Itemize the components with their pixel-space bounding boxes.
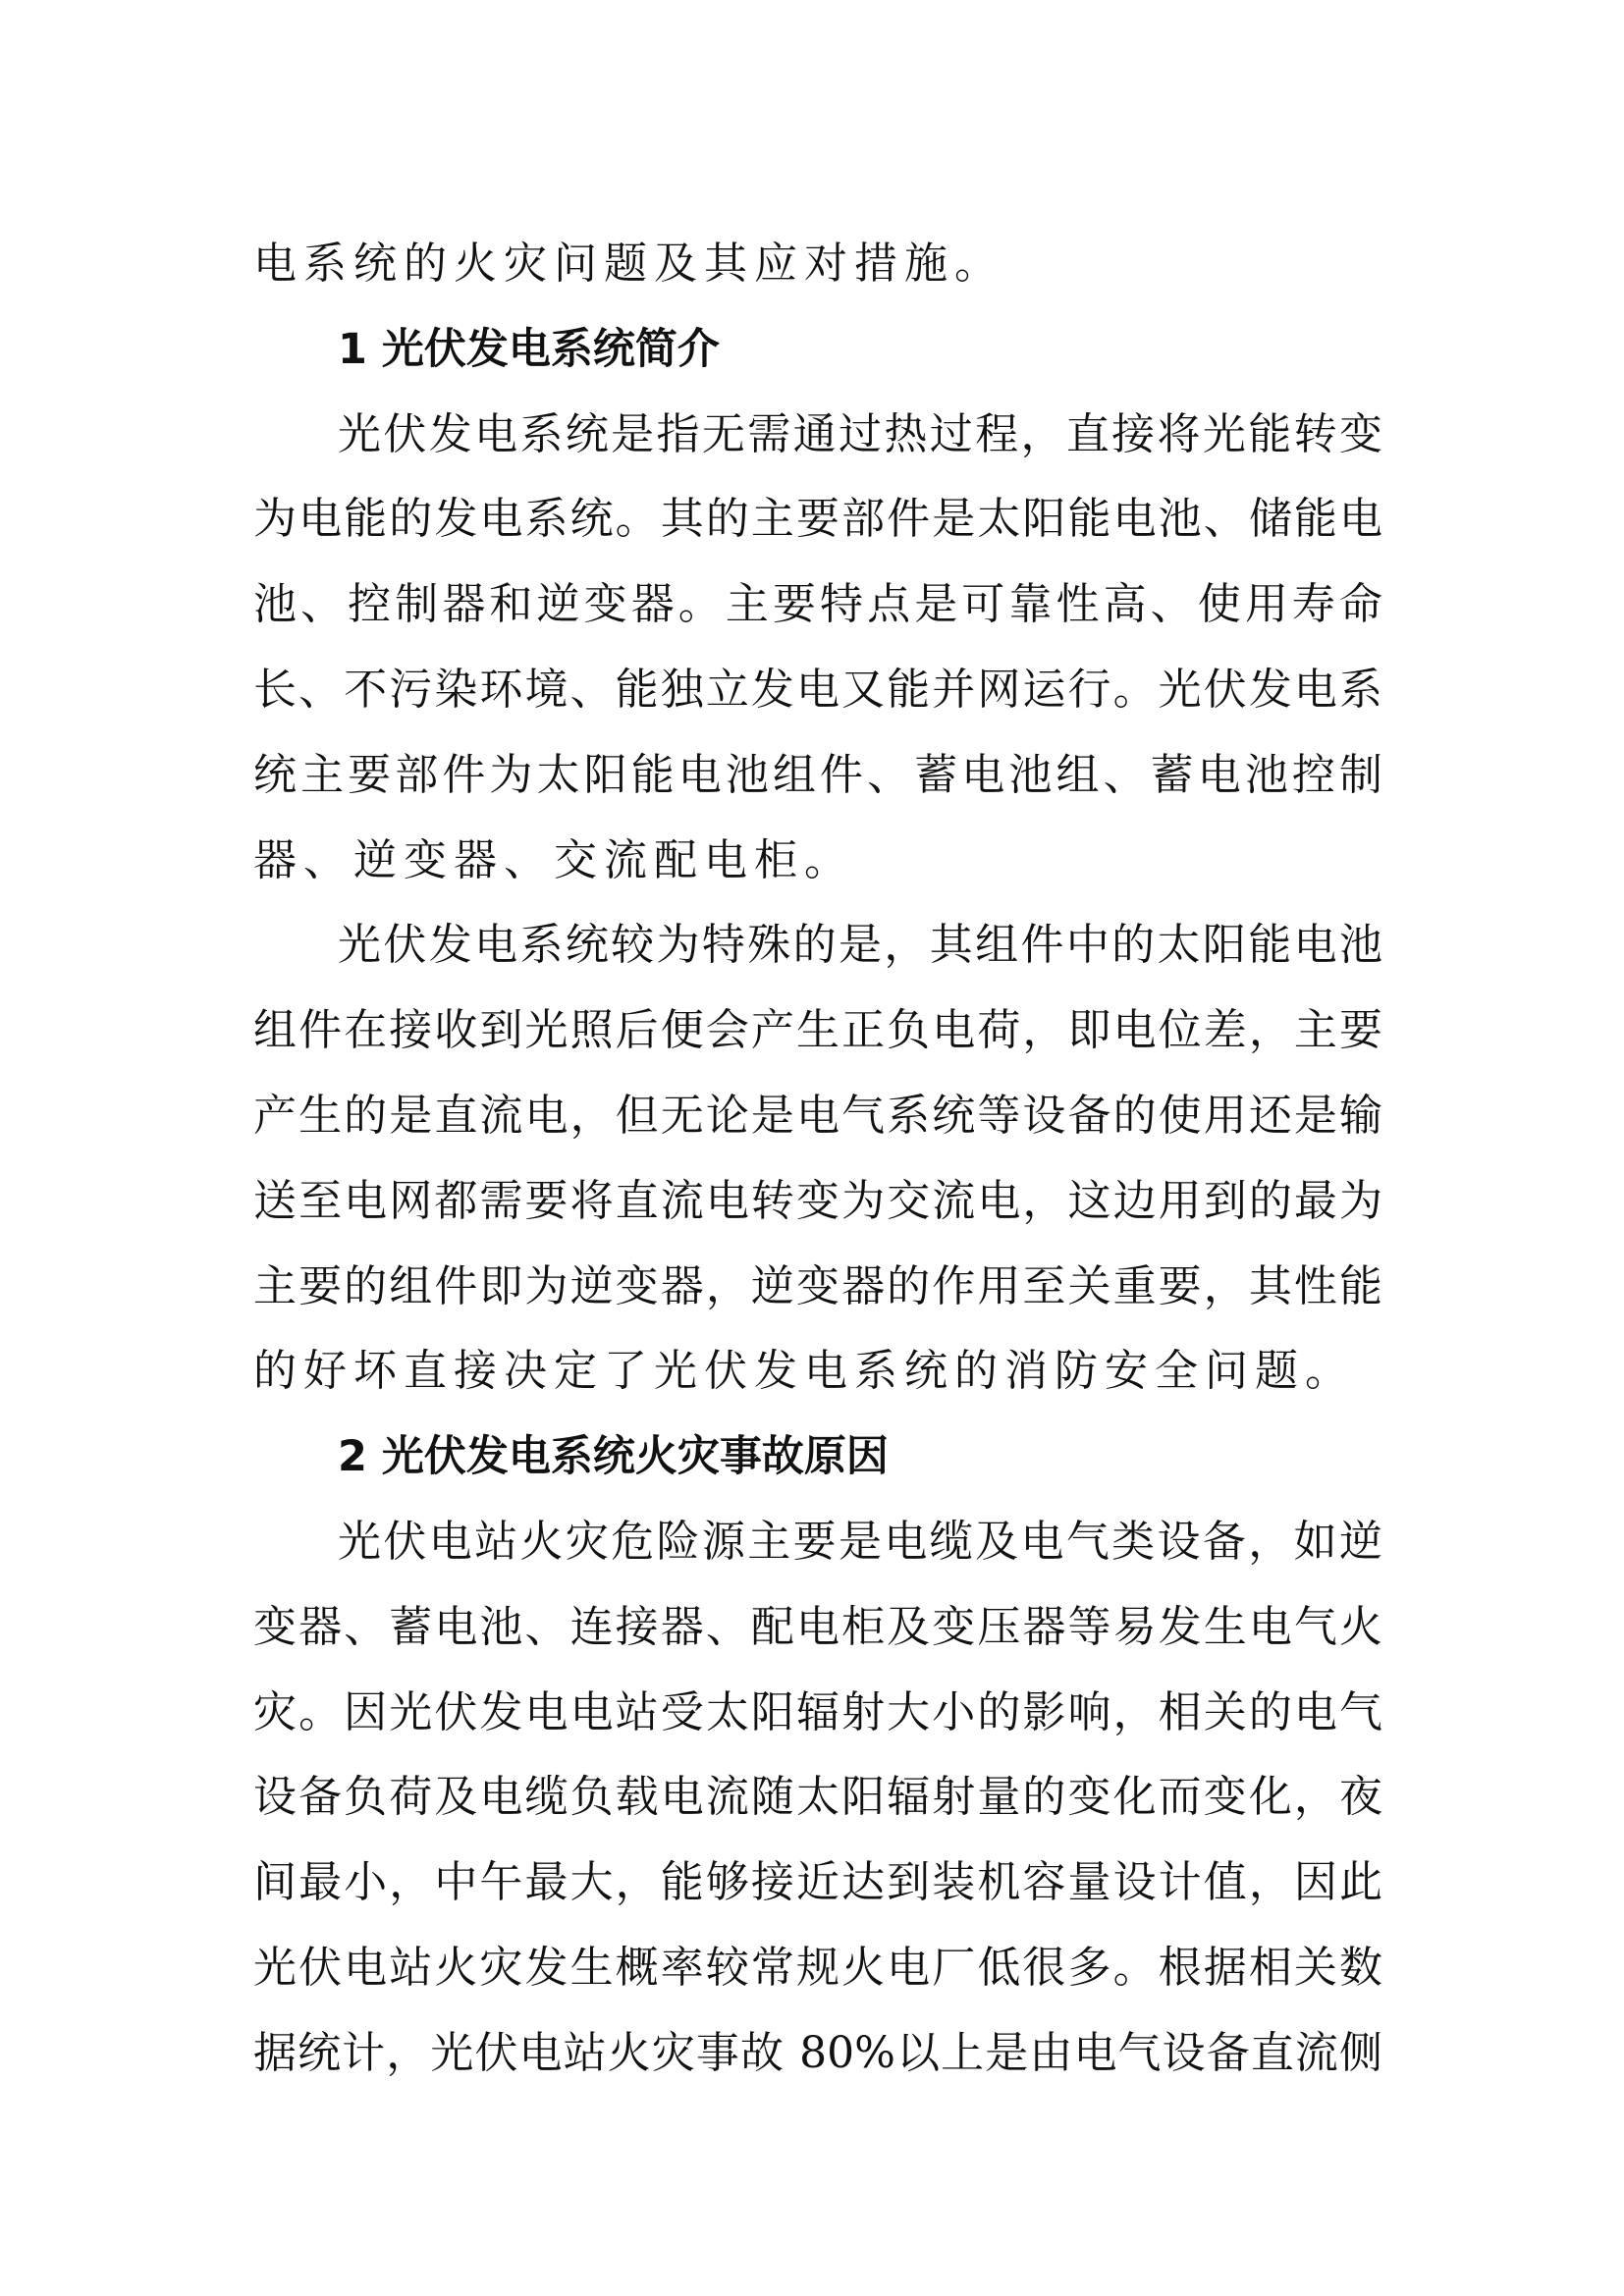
paragraph-line: 送至电网都需要将直流电转变为交流电，这边用到的最为 [253, 1175, 1382, 1226]
section-heading-1: 1 光伏发电系统简介 [338, 324, 720, 374]
paragraph-line: 组件在接收到光照后便会产生正负电荷，即电位差，主要 [253, 1005, 1382, 1056]
section-heading-2: 2 光伏发电系统火灾事故原因 [338, 1432, 889, 1482]
paragraph-line: 光伏电站火灾危险源主要是电缆及电气类设备，如逆 [338, 1516, 1382, 1567]
paragraph-line: 产生的是直流电，但无论是电气系统等设备的使用还是输 [253, 1090, 1382, 1141]
paragraph-line: 主要的组件即为逆变器，逆变器的作用至关重要，其性能 [253, 1260, 1382, 1311]
paragraph-intro [253, 393, 1382, 904]
paragraph-fire-causes [253, 1500, 1382, 2097]
paragraph-line: 池、控制器和逆变器。主要特点是可靠性高、使用寿命 [253, 579, 1382, 630]
paragraph-line: 据统计，光伏电站火灾事故 80%以上是由电气设备直流侧 [253, 2027, 1382, 2078]
paragraph-line: 光伏电站火灾发生概率较常规火电厂低很多。根据相关数 [253, 1942, 1382, 1993]
paragraph-line: 器、逆变器、交流配电柜。 [253, 834, 854, 885]
paragraph-line: 的好坏直接决定了光伏发电系统的消防安全问题。 [253, 1346, 1355, 1397]
paragraph-line: 长、不污染环境、能独立发电又能并网运行。光伏发电系 [253, 664, 1382, 715]
paragraph-inverter [253, 903, 1382, 1415]
paragraph-tail-line: 电系统的火灾问题及其应对措施。 [253, 239, 1004, 289]
paragraph-line: 光伏发电系统是指无需通过热过程，直接将光能转变 [338, 408, 1382, 459]
paragraph-line: 变器、蓄电池、连接器、配电柜及变压器等易发生电气火 [253, 1601, 1382, 1652]
paragraph-line: 统主要部件为太阳能电池组件、蓄电池组、蓄电池控制 [253, 749, 1382, 800]
document-page [253, 222, 1382, 2097]
paragraph-line: 设备负荷及电缆负载电流随太阳辐射量的变化而变化，夜 [253, 1772, 1382, 1823]
paragraph-line: 光伏发电系统较为特殊的是，其组件中的太阳能电池 [338, 920, 1382, 971]
paragraph-line: 为电能的发电系统。其的主要部件是太阳能电池、储能电 [253, 494, 1382, 545]
paragraph-line: 灾。因光伏发电电站受太阳辐射大小的影响，相关的电气 [253, 1686, 1382, 1737]
paragraph-line: 间最小，中午最大，能够接近达到装机容量设计值，因此 [253, 1857, 1382, 1908]
